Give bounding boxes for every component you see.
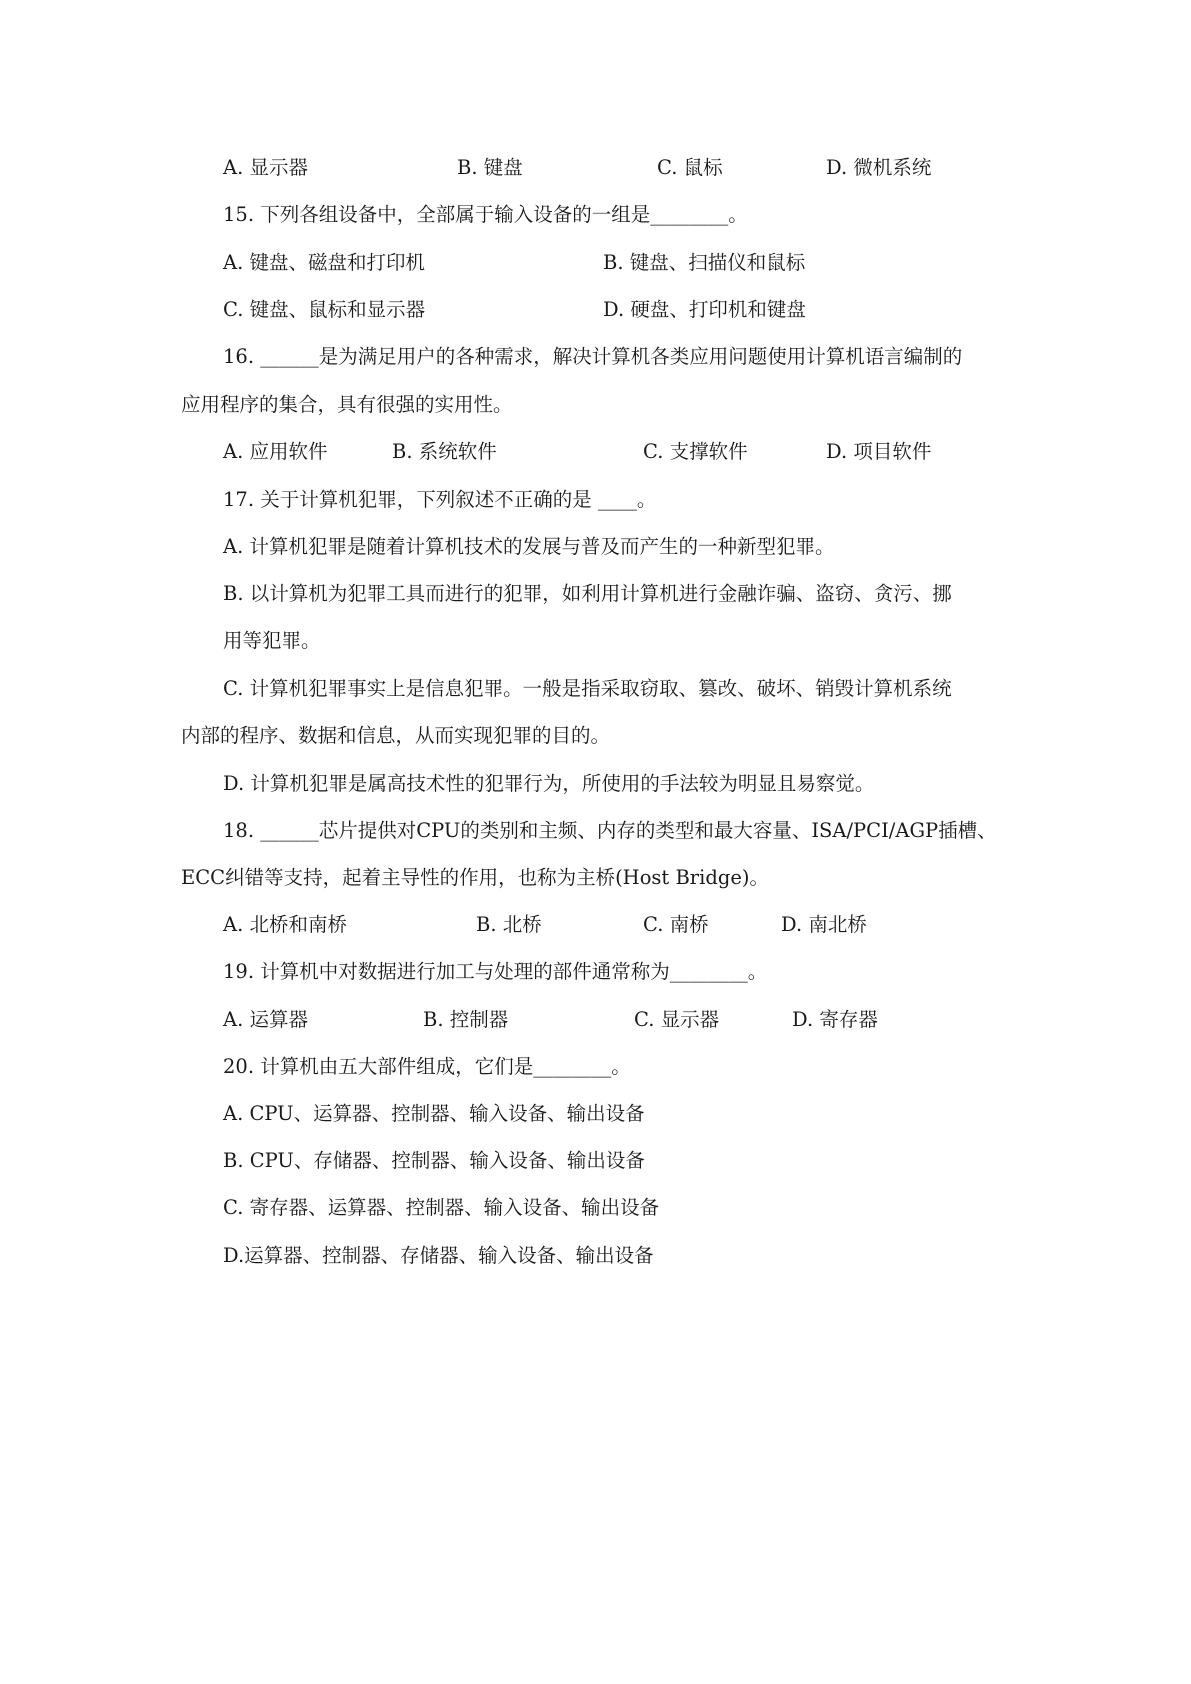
q16-option-c: C. 支撑软件	[643, 440, 748, 463]
q18-option-c: C. 南桥	[643, 913, 709, 936]
q18-option-d: D. 南北桥	[781, 913, 867, 936]
q18-stem-line2: ECC纠错等支持，起着主导性的作用，也称为主桥(Host Bridge)。	[181, 866, 769, 889]
q18-stem-line1: 18. ______芯片提供对CPU的类别和主频、内存的类型和最大容量、ISA/PCI/AGP插槽、	[223, 819, 997, 842]
q17-stem: 17. 关于计算机犯罪，下列叙述不正确的是 ____。	[223, 488, 657, 511]
q14-option-d: D. 微机系统	[826, 156, 932, 179]
q19-stem: 19. 计算机中对数据进行加工与处理的部件通常称为________。	[223, 960, 768, 983]
q15-option-a: A. 键盘、磁盘和打印机	[223, 251, 425, 274]
q19-option-d: D. 寄存器	[792, 1008, 878, 1031]
q16-option-b: B. 系统软件	[392, 440, 497, 463]
q18-option-b: B. 北桥	[476, 913, 542, 936]
q20-option-b: B. CPU、存储器、控制器、输入设备、输出设备	[223, 1149, 645, 1172]
q14-option-a: A. 显示器	[223, 156, 308, 179]
q14-option-b: B. 键盘	[457, 156, 523, 179]
q15-option-d: D. 硬盘、打印机和键盘	[603, 298, 806, 321]
q19-option-b: B. 控制器	[423, 1008, 509, 1031]
q16-option-a: A. 应用软件	[223, 440, 328, 463]
q17-option-c-line2: 内部的程序、数据和信息，从而实现犯罪的目的。	[181, 724, 611, 747]
q16-stem-line2: 应用程序的集合，具有很强的实用性。	[181, 393, 513, 416]
q20-option-d: D.运算器、控制器、存储器、输入设备、输出设备	[223, 1244, 654, 1267]
q14-option-c: C. 鼠标	[657, 156, 723, 179]
q19-option-a: A. 运算器	[223, 1008, 308, 1031]
q15-option-c: C. 键盘、鼠标和显示器	[223, 298, 426, 321]
q17-option-a: A. 计算机犯罪是随着计算机技术的发展与普及而产生的一种新型犯罪。	[223, 535, 835, 558]
q15-stem: 15. 下列各组设备中，全部属于输入设备的一组是________。	[223, 203, 748, 226]
q16-option-d: D. 项目软件	[826, 440, 932, 463]
q17-option-d: D. 计算机犯罪是属高技术性的犯罪行为，所使用的手法较为明显且易察觉。	[223, 772, 875, 795]
q15-option-b: B. 键盘、扫描仪和鼠标	[603, 251, 806, 274]
q16-stem-line1: 16. ______是为满足用户的各种需求，解决计算机各类应用问题使用计算机语言编制的	[223, 345, 963, 368]
q18-option-a: A. 北桥和南桥	[223, 913, 347, 936]
q17-option-b-line1: B. 以计算机为犯罪工具而进行的犯罪，如利用计算机进行金融诈骗、盗窃、贪污、挪	[223, 582, 952, 605]
q20-option-a: A. CPU、运算器、控制器、输入设备、输出设备	[223, 1102, 645, 1125]
q17-option-b-line2: 用等犯罪。	[223, 629, 321, 652]
q19-option-c: C. 显示器	[634, 1008, 720, 1031]
q17-option-c-line1: C. 计算机犯罪事实上是信息犯罪。一般是指采取窃取、篡改、破坏、销毁计算机系统	[223, 677, 952, 700]
q20-option-c: C. 寄存器、运算器、控制器、输入设备、输出设备	[223, 1196, 660, 1219]
q20-stem: 20. 计算机由五大部件组成，它们是________。	[223, 1055, 631, 1078]
